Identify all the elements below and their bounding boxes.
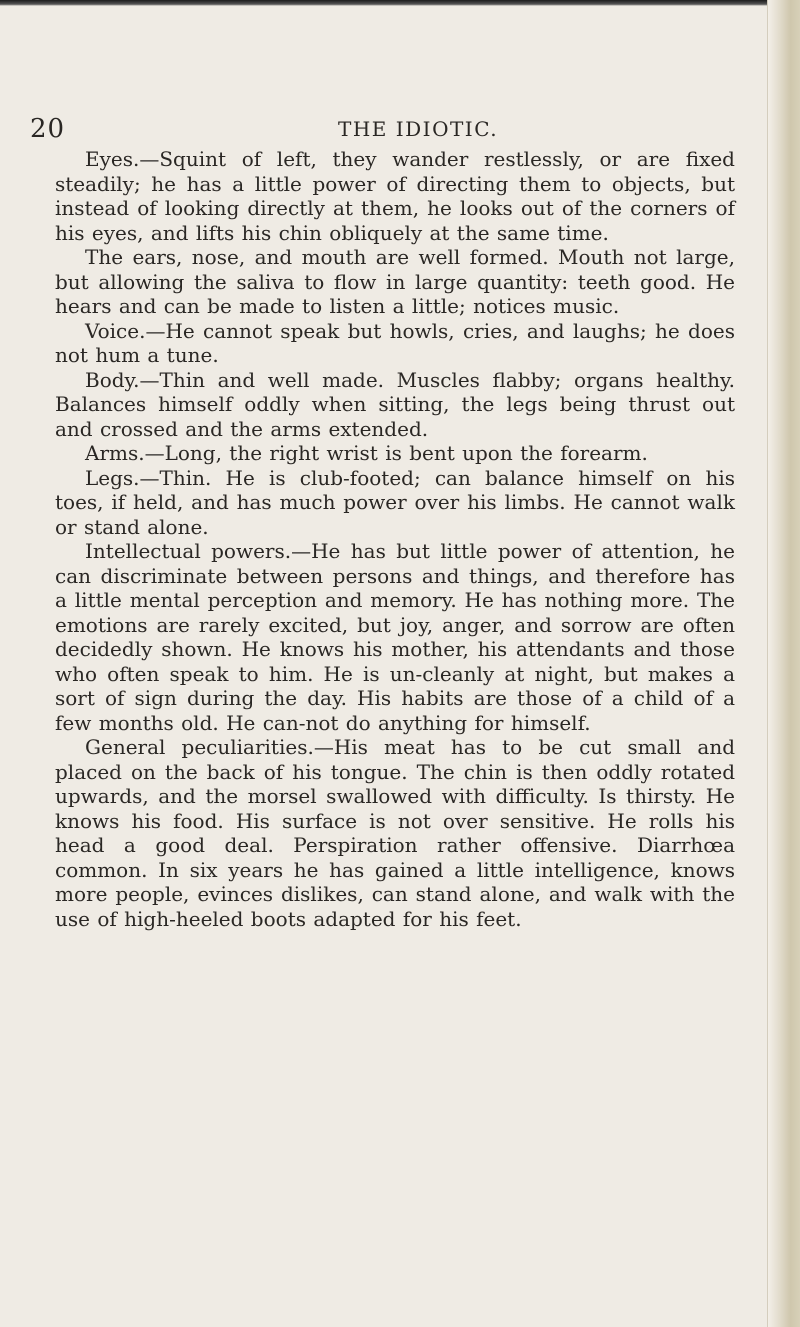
paragraph-intellectual-powers: Intellectual powers.—He has but little power of attention, he can discriminate between persons and things, and therefore has a little mental perception and memory. He has nothing more. The emotions are rarely excited, but joy, anger, and sorrow are often decidedly shown. He knows his mother, his attendants and those who often speak to him. He is un-cleanly at night, but makes a sort of sign during the day. His habits are those of a child of a few months old. He can-not do anything for himself.: [55, 539, 735, 735]
page-edge: [767, 0, 800, 1327]
running-head: THE IDIOTIC.: [338, 117, 499, 141]
paragraph-body: Body.—Thin and well made. Muscles flabby; organs healthy. Balances himself oddly when sitting, the legs being thrust out and crossed and the arms extended.: [55, 367, 735, 441]
paragraph-arms: Arms.—Long, the right wrist is bent upon the forearm.: [85, 441, 648, 465]
paragraph-ears-nose-mouth: The ears, nose, and mouth are well formed. Mouth not large, but allowing the saliva to flow in large quantity: teeth good. He hears and can be made to listen a little; notices music.: [55, 245, 735, 318]
paragraph-legs: Legs.—Thin. He is club-footed; can balance himself on his toes, if held, and has much power over his limbs. He cannot walk or stand alone.: [55, 465, 735, 539]
paragraph-eyes: Eyes.—Squint of left, they wander restlessly, or are fixed steadily; he has a little power of directing them to objects, but instead of looking directly at them, he looks out of the corners of his eyes, and lifts his chin obliquely at the same time.: [55, 147, 735, 245]
page-number: 20: [30, 114, 66, 144]
paragraph-voice: Voice.—He cannot speak but howls, cries, and laughs; he does not hum a tune.: [55, 318, 735, 367]
body-text: [55, 147, 735, 931]
paragraph-general-peculiarities: General peculiarities.—His meat has to be cut small and placed on the back of his tongue. The chin is then oddly rotated upwards, and the morsel swallowed with difficulty. Is thirsty. He knows his food. His surface is not over sensitive. He rolls his head a good deal. Perspiration rather offensive. Diarrhœa common. In six years he has gained a little intelligence, knows more people, evinces dislikes, can stand alone, and walk with the use of high-heeled boots adapted for his feet.: [55, 735, 735, 931]
top-rule: [0, 0, 800, 6]
